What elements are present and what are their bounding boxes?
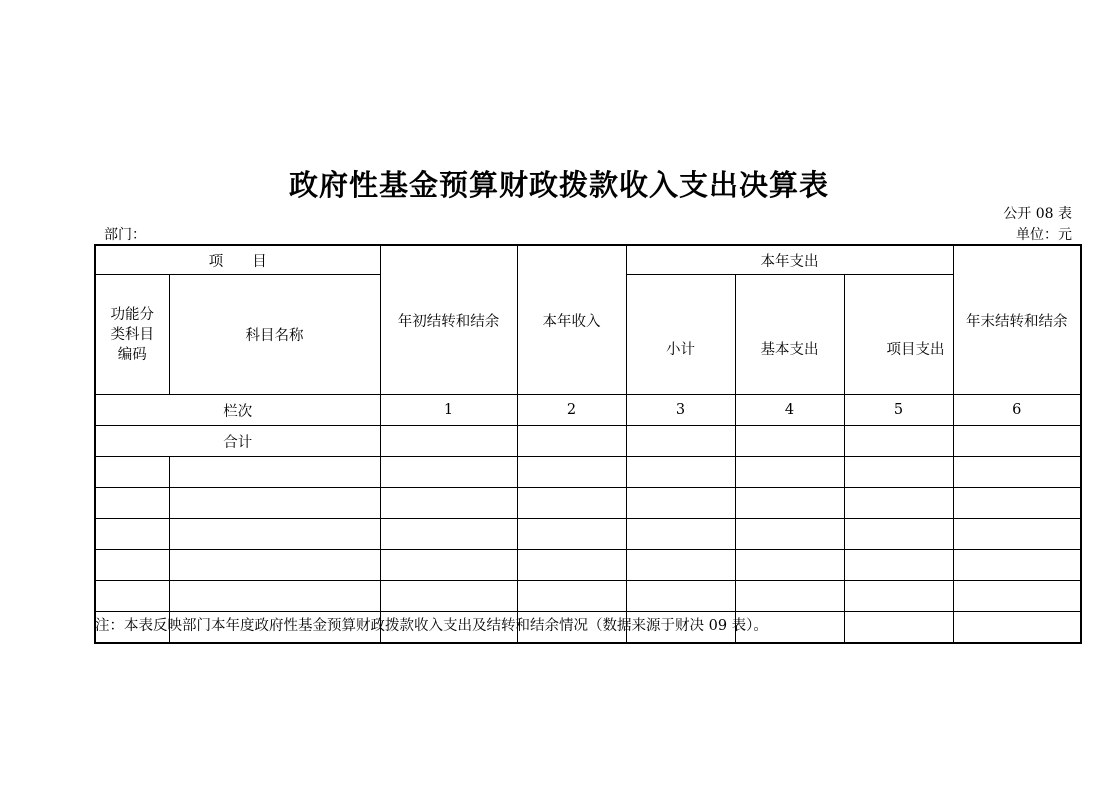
table-cell	[735, 457, 844, 488]
table-row	[95, 519, 1081, 550]
header-item: 项 目	[95, 245, 380, 275]
department-label: 部门：	[104, 227, 146, 243]
table-row	[95, 457, 1081, 488]
table-cell	[953, 457, 1081, 488]
header-income: 本年收入	[517, 245, 626, 395]
table-cell	[626, 581, 735, 612]
table-row	[95, 550, 1081, 581]
table-cell	[844, 550, 953, 581]
total-row	[95, 426, 1081, 457]
table-row	[95, 488, 1081, 519]
table-cell	[626, 519, 735, 550]
header-item-code: 功能分类科目编码	[95, 275, 169, 395]
table-cell	[735, 426, 844, 457]
budget-table	[94, 244, 1082, 644]
header-end-balance: 年末结转和结余	[953, 245, 1081, 395]
table-cell	[953, 519, 1081, 550]
table-cell	[380, 488, 517, 519]
table-cell	[953, 550, 1081, 581]
table-cell	[844, 581, 953, 612]
table-cell	[953, 612, 1081, 644]
table-cell	[380, 519, 517, 550]
table-cell	[735, 488, 844, 519]
column-index-number: 6	[953, 395, 1081, 426]
column-index-number: 1	[380, 395, 517, 426]
table-cell	[95, 457, 169, 488]
form-number: 公开 08 表	[1003, 206, 1072, 222]
unit-label: 单位：元	[1016, 227, 1072, 243]
table-cell	[844, 612, 953, 644]
table-cell	[953, 426, 1081, 457]
table-cell	[380, 550, 517, 581]
header-basic-expense: 基本支出	[735, 275, 844, 395]
table-cell	[844, 488, 953, 519]
footnote: 注：本表反映部门本年度政府性基金预算财政拨款收入支出及结转和结余情况（数据来源于财决 09 表）。	[95, 618, 768, 634]
column-index-number: 2	[517, 395, 626, 426]
table-cell	[169, 488, 380, 519]
table-cell	[380, 581, 517, 612]
table-cell	[95, 488, 169, 519]
table-row	[95, 581, 1081, 612]
header-item-name: 科目名称	[169, 275, 380, 395]
table-cell	[380, 457, 517, 488]
table-cell	[626, 457, 735, 488]
table-cell	[735, 581, 844, 612]
table-cell	[380, 426, 517, 457]
page-title: 政府性基金预算财政拨款收入支出决算表	[288, 168, 829, 202]
table-cell	[169, 519, 380, 550]
table-cell	[95, 550, 169, 581]
table-cell	[169, 550, 380, 581]
table-cell	[517, 426, 626, 457]
table-cell	[517, 519, 626, 550]
table-cell	[517, 581, 626, 612]
header-begin-balance: 年初结转和结余	[380, 245, 517, 395]
table-cell	[517, 457, 626, 488]
column-index-number: 4	[735, 395, 844, 426]
column-index-label: 栏次	[95, 395, 380, 426]
header-expense-group: 本年支出	[626, 245, 953, 275]
table-cell	[169, 457, 380, 488]
header-project-expense: 项目支出	[844, 275, 953, 395]
table-cell	[844, 457, 953, 488]
table-cell	[844, 519, 953, 550]
table-cell	[735, 519, 844, 550]
column-index-number: 5	[844, 395, 953, 426]
table-cell	[953, 581, 1081, 612]
table-cell	[626, 488, 735, 519]
table-cell	[626, 426, 735, 457]
total-label: 合计	[95, 426, 380, 457]
table-cell	[517, 488, 626, 519]
table-cell	[626, 550, 735, 581]
table-cell	[953, 488, 1081, 519]
column-index-number: 3	[626, 395, 735, 426]
column-index-row	[95, 395, 1081, 426]
table-cell	[95, 581, 169, 612]
table-cell	[844, 426, 953, 457]
table-cell	[169, 581, 380, 612]
table-cell	[517, 550, 626, 581]
table-cell	[95, 519, 169, 550]
table-cell	[735, 550, 844, 581]
header-subtotal: 小计	[626, 275, 735, 395]
